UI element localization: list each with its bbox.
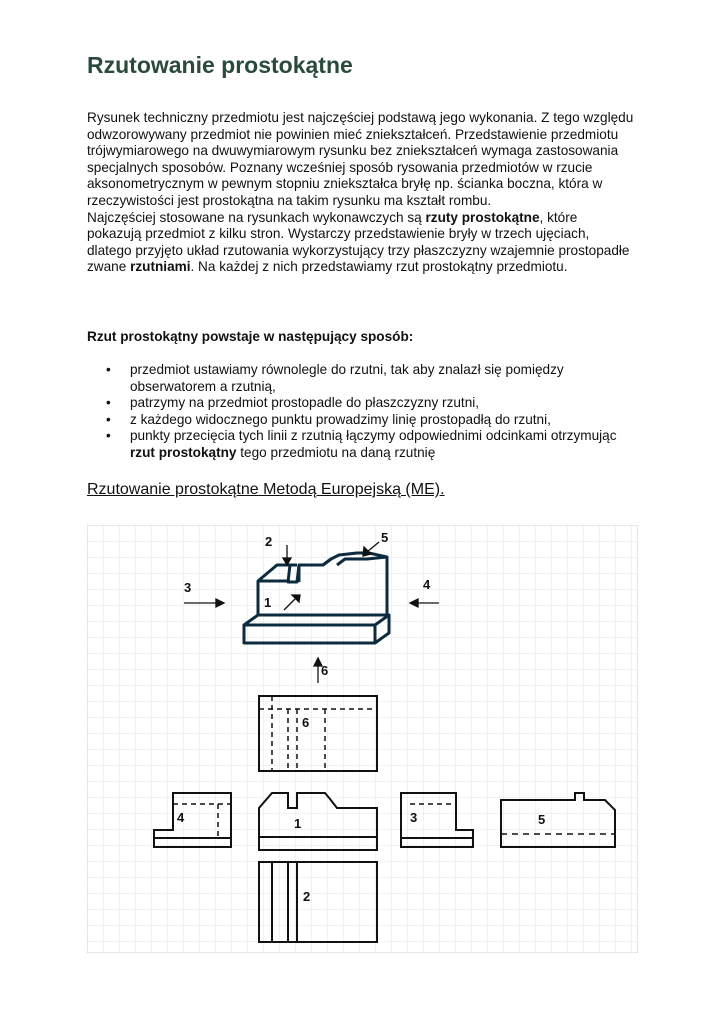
label-arrow-2: 2 — [265, 534, 273, 549]
list-item: • patrzymy na przedmiot prostopadle do płaszczyzny rzutni, — [87, 395, 635, 412]
intro-p2-a: Najczęściej stosowane na rysunkach wykonawczych są — [87, 209, 426, 225]
subheading: Rzut prostokątny powstaje w następujący sposób: — [87, 329, 414, 344]
term-rzut-prostokatny: rzut prostokątny — [130, 444, 237, 460]
projection-figure — [87, 525, 638, 953]
label-view-1: 1 — [294, 816, 302, 831]
intro-p2-c: , które pokazują przedmiot z kilku stron. Wystarczy przedstawienie bryły w trzech ujęciach, dlatego przyjęto układ rzutowania wykorzystujący trzy płaszczyzny wzajemnie prostopadłe zwane — [87, 209, 630, 275]
label-view-4: 4 — [177, 810, 185, 825]
label-view-6: 6 — [302, 715, 310, 730]
term-rzuty-prostokatne: rzuty prostokątne — [425, 209, 540, 225]
section-title-link[interactable]: Rzutowanie prostokątne Metodą Europejską (ME). — [87, 481, 445, 498]
intro-paragraph-2 — [87, 210, 635, 276]
label-arrow-4: 4 — [423, 577, 431, 592]
label-front-1: 1 — [264, 595, 272, 610]
list-item — [87, 428, 635, 461]
label-arrow-5: 5 — [381, 530, 389, 545]
list-item: • przedmiot ustawiamy równolegle do rzutni, tak aby znalazł się pomiędzy obserwatorem a rzutnią, — [87, 362, 635, 395]
list-item: • z każdego widocznego punktu prowadzimy linię prostopadłą do rzutni, — [87, 412, 635, 429]
label-view-5: 5 — [538, 812, 546, 827]
page-title: Rzutowanie prostokątne — [87, 52, 353, 78]
label-view-3: 3 — [410, 810, 418, 825]
label-view-2: 2 — [303, 889, 311, 904]
step4-c: tego przedmiotu na daną rzutnię — [236, 444, 436, 460]
intro-text — [87, 110, 635, 276]
grid-background — [87, 525, 638, 953]
intro-p2-e: . Na każdej z nich przedstawiamy rzut prostokątny przedmiotu. — [190, 259, 568, 275]
term-rzutniami: rzutniami — [130, 259, 191, 275]
label-arrow-3: 3 — [184, 580, 192, 595]
step4-a: punkty przecięcia tych linii z rzutnią łączymy odpowiednimi odcinkami otrzymując — [130, 428, 617, 444]
label-arrow-6: 6 — [321, 663, 329, 678]
steps-list — [87, 362, 635, 462]
intro-paragraph-1: Rysunek techniczny przedmiotu jest najczęściej podstawą jego wykonania. Z tego względu odwzorowywany przedmiot nie powinien mieć zniekształceń. Przedstawienie przedmiotu trójwymiarowego na dwuwymiarowym rysunku bez zniekształceń wymaga zastosowania specjalnych sposobów. Poznany wcześniej sposób rysowania przedmiotów w rzucie aksonometrycznym w pewnym stopniu zniekształca bryłę np. ścianka boczna, która w rzeczywistości jest prostokątna na takim rysunku ma kształt rombu. — [87, 110, 634, 208]
